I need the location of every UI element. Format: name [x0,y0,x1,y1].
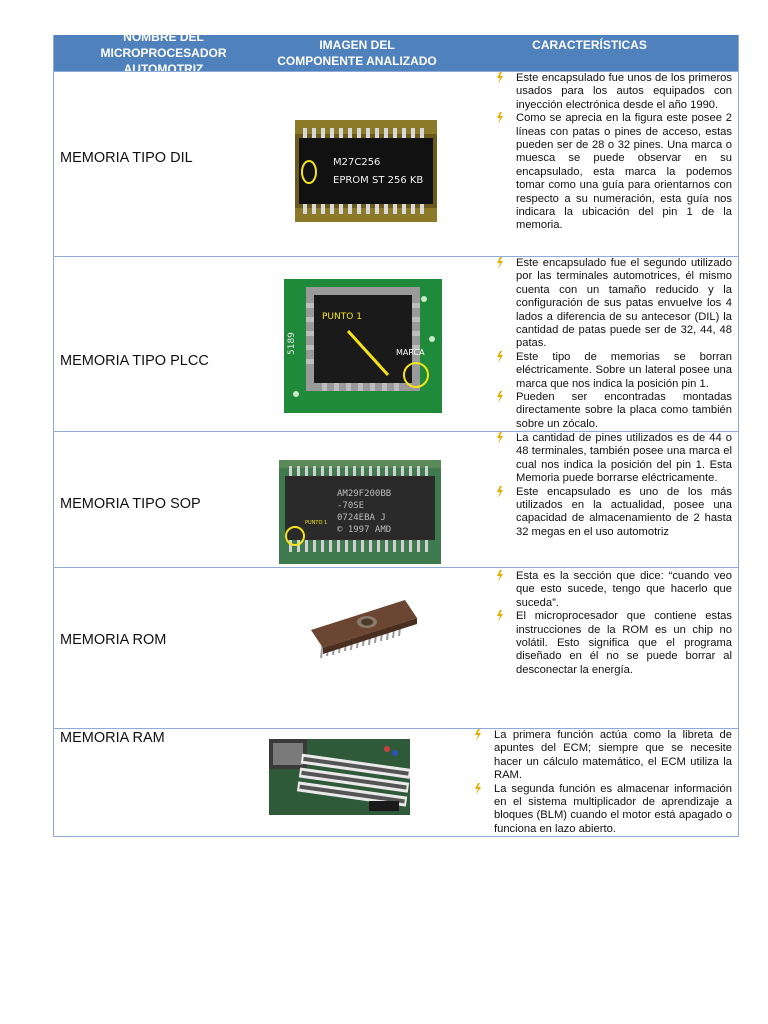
sop-chip-line4: © 1997 AMD [337,525,392,535]
header-name-column [53,30,274,76]
lightning-bullet-icon [473,783,483,795]
feature-text: Este tipo de memorias se borran eléctricamente. Sobre un lateral posee una marca que nos indica la posición pin 1. [516,350,732,390]
header-name-label: NOMBRE DEL MICROPROCESADOR AUTOMOTRIZ [100,30,227,76]
list-item [516,486,732,540]
features-dil [516,72,732,233]
sop-chip-line2: -70SE [337,501,365,511]
sop-chip-line3: 0724EBA J [337,513,386,523]
header-features-column [440,35,739,71]
lightning-bullet-icon [495,391,505,403]
features-sop [516,432,732,539]
table-row-plcc [53,256,739,431]
lightning-bullet-icon [495,610,505,622]
feature-text: Este encapsulado es uno de los más utilizados en la actualidad, posee una capacidad de almacenamiento de 2 hasta 32 megas en el uso automotriz [516,485,732,538]
sop-pin1-label: PUNTO 1 [305,520,328,526]
list-item [516,432,732,486]
feature-text: Pueden ser encontradas montadas directamente sobre la placa como también sobre un zócalo. [516,391,732,430]
feature-text: Como se aprecia en la figura este posee 2 líneas con patas o pines de acceso, estas pueden ser de 28 o 32 pines. Una marca o muesca se puede observar en su encapsulado, esta marca la podemos tomar como una guía para orientarnos con respecto a su numeración, esta guía nos indicara la ubicación del pin 1 de la memoria. [516,112,732,232]
feature-text: La primera función actúa como la libreta de apuntes del ECM; siempre que se necesite hacer un cálculo matemático, el ECM utiliza la RAM. [494,729,732,782]
feature-text: La segunda función es almacenar información en el sistema multiplicador de aprendizaje a bloques (BLM) cuando el motor está apagado o funciona en lazo abierto. [494,782,732,835]
svg-text:5189: 5189 [287,332,297,355]
dil-chip-line2: EPROM ST 256 KB [333,175,424,186]
component-name: MEMORIA RAM [60,730,165,746]
table-row-dil [53,71,739,256]
plcc-mark-label: MARCA [396,348,425,357]
lightning-bullet-icon [495,257,505,269]
table-row-rom [53,567,739,728]
list-item [516,257,732,351]
list-item [516,610,732,677]
dil-chip-image [295,120,437,222]
list-item [516,351,732,391]
header-image-label: IMAGEN DEL COMPONENTE ANALIZADO [277,38,437,68]
list-item [516,112,732,233]
rom-chip-image [305,596,423,668]
lightning-bullet-icon [495,112,505,124]
lightning-bullet-icon [495,432,505,444]
lightning-bullet-icon [495,570,505,582]
feature-text: Esta es la sección que dice: “cuando veo que esto sucede, tengo que hacerlo que suceda”. [516,570,732,609]
list-item [516,391,732,431]
features-ram [494,729,732,836]
features-rom [516,570,732,677]
header-features-label: CARACTERÍSTICAS [532,38,647,52]
plcc-chip-image [284,279,442,413]
header-image-column [274,35,440,71]
dil-chip-line1: M27C256 [333,157,381,168]
plcc-pin1-label: PUNTO 1 [322,312,362,322]
ram-slot-image [269,739,410,815]
component-name: MEMORIA ROM [60,632,167,648]
component-name: MEMORIA TIPO SOP [60,496,201,512]
list-item [494,783,732,837]
lightning-bullet-icon [495,351,505,363]
list-item [516,570,732,610]
list-item [494,729,732,783]
component-name: MEMORIA TIPO PLCC [60,353,209,369]
feature-text: Este encapsulado fue unos de los primeros usados para los autos equipados con inyección electrónica desde el año 1990. [516,72,732,111]
lightning-bullet-icon [495,72,505,84]
feature-text: El microprocesador que contiene estas instrucciones de la ROM es un chip no volátil. Esto significa que el programa diseñado en él no se puede borrar al desconectar la energía. [516,610,732,676]
table-row-sop [53,431,739,567]
table-row-ram [53,728,739,837]
sop-chip-line1: AM29F200BB [337,489,392,499]
lightning-bullet-icon [495,486,505,498]
feature-text: La cantidad de pines utilizados es de 44 o 48 terminales, también posee una marca el cual nos indica la posición del pin 1. Esta Memoria puede borrarse eléctricamente. [516,432,732,485]
lightning-bullet-icon [473,729,483,741]
component-name: MEMORIA TIPO DIL [60,150,193,166]
sop-chip-image [279,460,441,564]
list-item [516,72,732,112]
feature-text: Este encapsulado fue el segundo utilizado por las terminales automotrices, él mismo cuenta con un tamaño reducido y la configuración de sus patas envuelve los 4 lados a diferencia de su antecesor (DIL) la cantidad de patas puede ser de 32, 44, 48 patas. [516,257,732,350]
features-plcc [516,257,732,431]
